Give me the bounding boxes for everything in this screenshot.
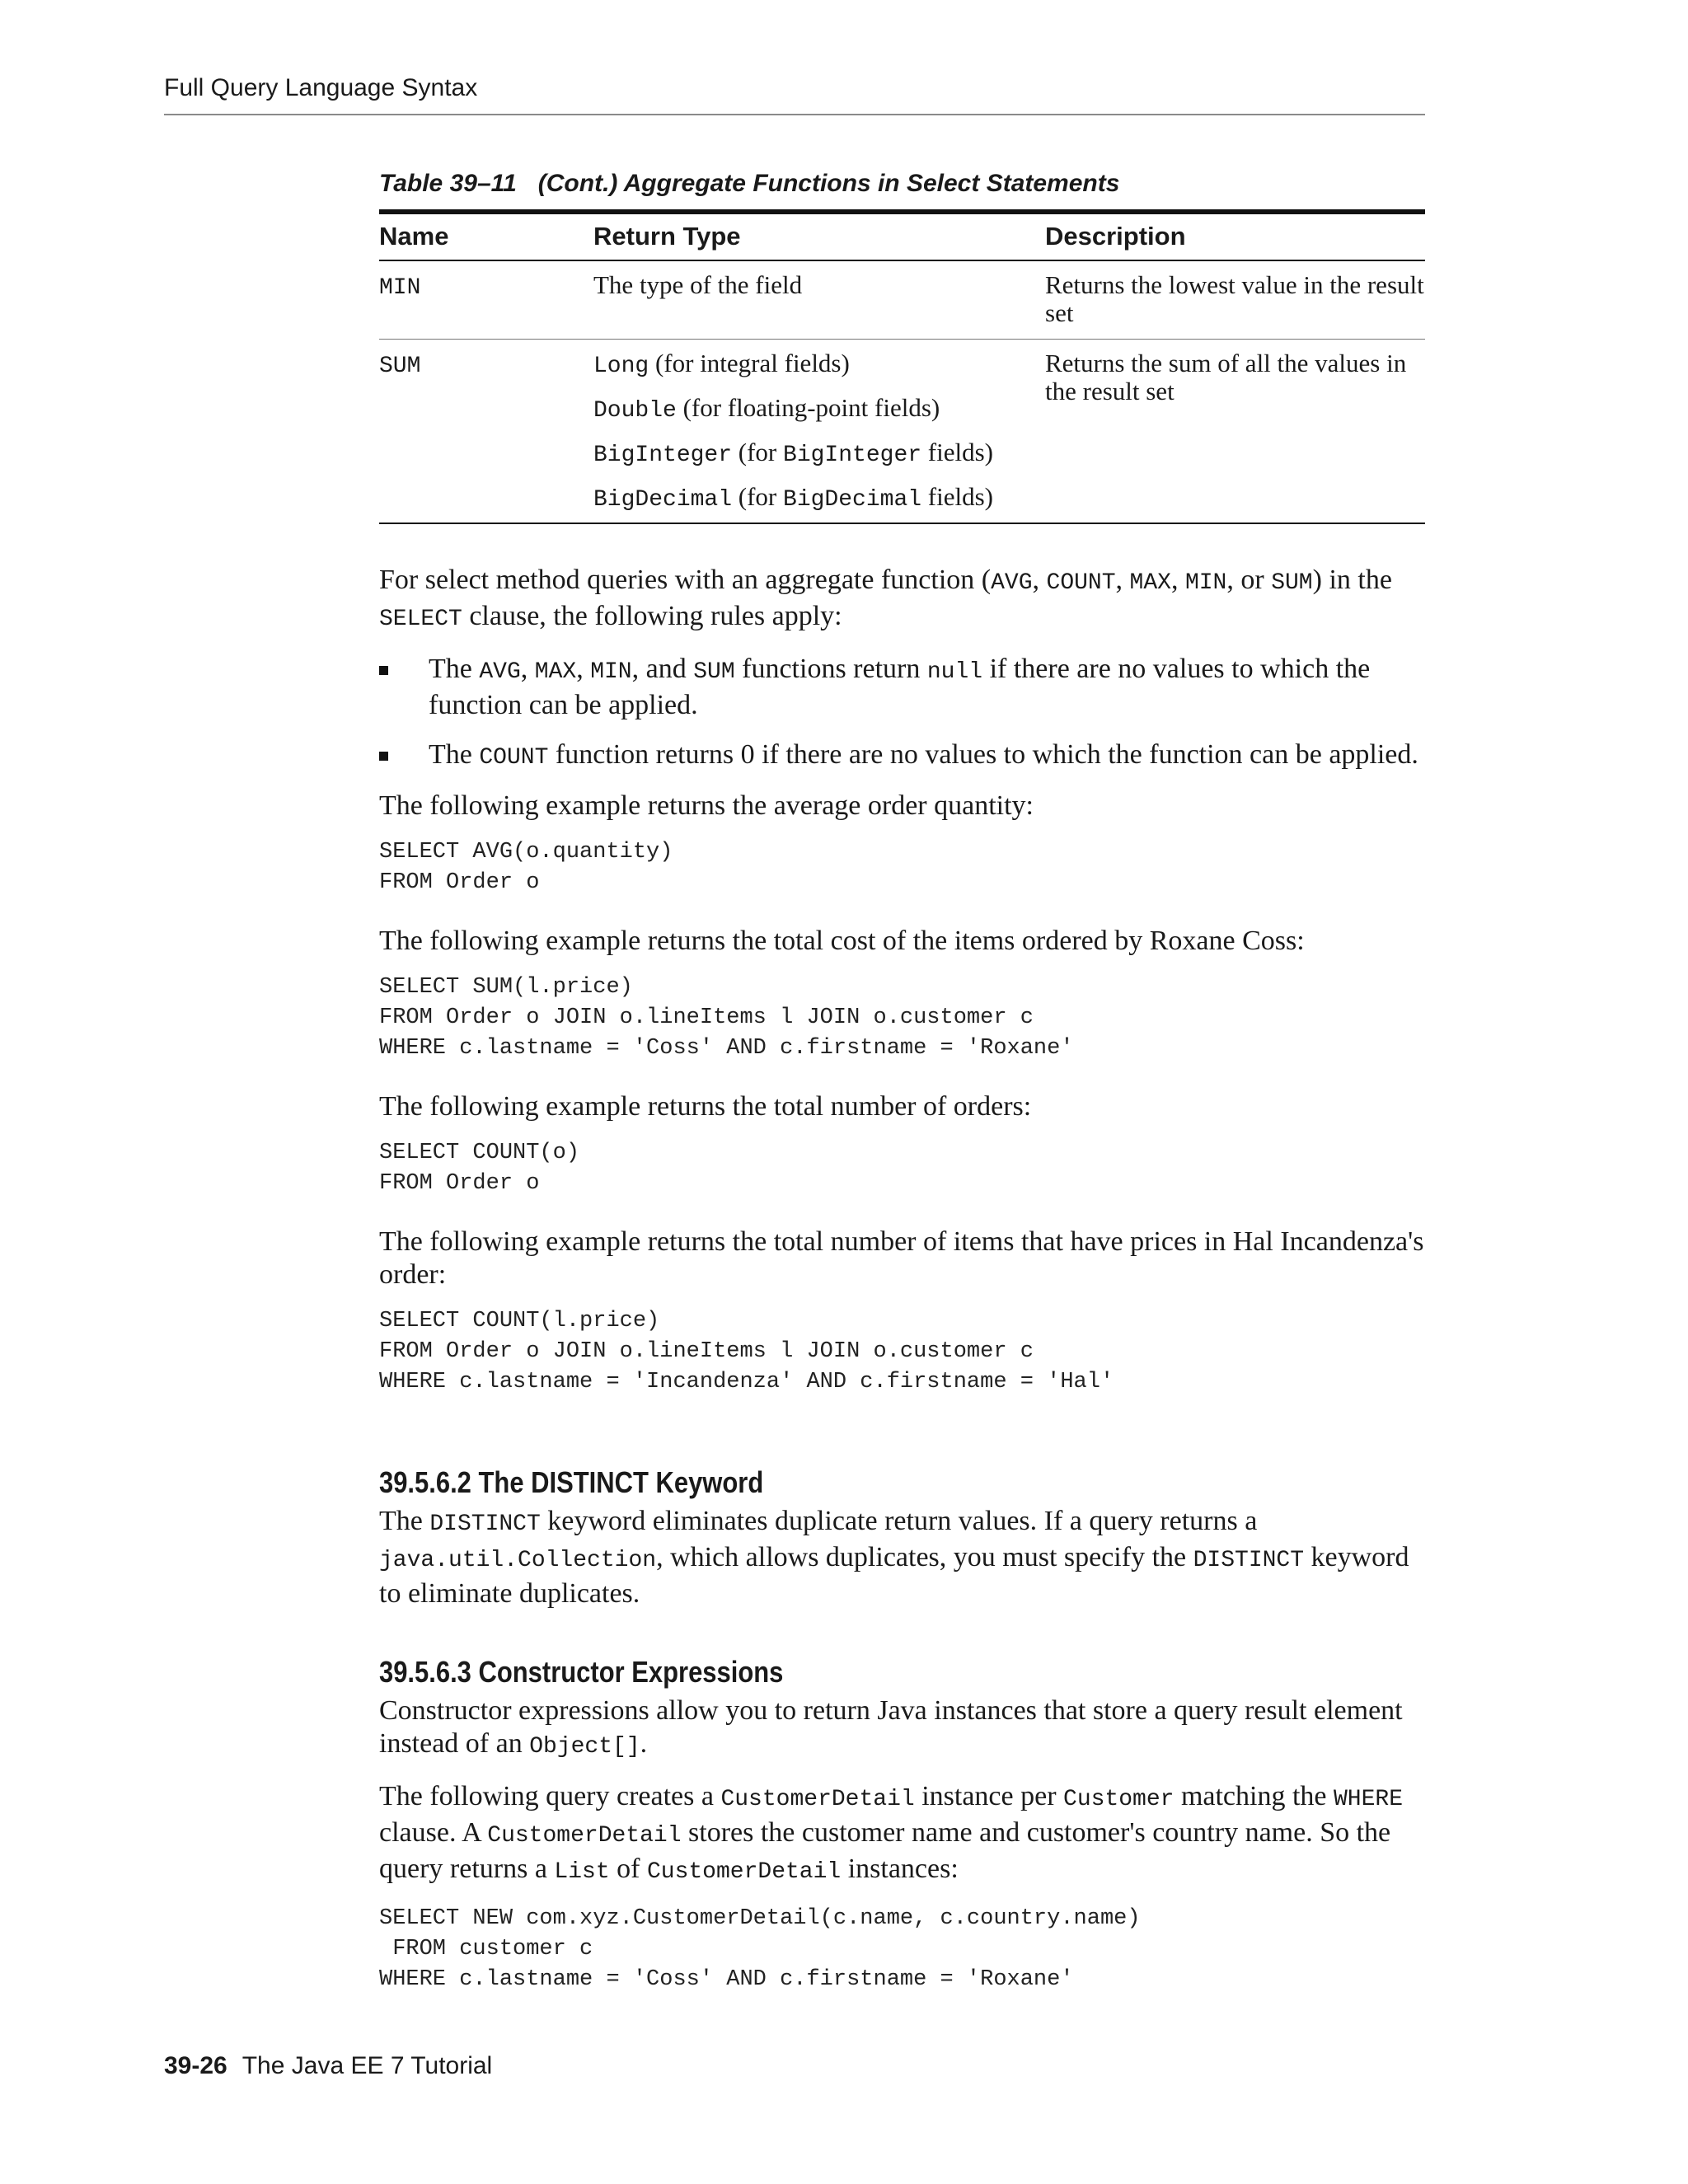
cell-description: Returns the lowest value in the result set [1045, 260, 1425, 340]
list-item: The AVG, MAX, MIN, and SUM functions return null if there are no values to which the function can be applied. [379, 653, 1425, 722]
list-item: The COUNT function returns 0 if there are no values to which the function can be applied. [379, 738, 1425, 775]
bullet-icon [379, 666, 388, 675]
cell-return-type: The type of the field [593, 260, 1045, 340]
intro-paragraph: For select method queries with an aggregate function (AVG, COUNT, MAX, MIN, or SUM) in the SELECT clause, the following rules apply: [379, 565, 1392, 632]
cell-name: SUM [379, 354, 421, 379]
page-number: 39-26 [164, 2052, 227, 2079]
column-header-description: Description [1045, 212, 1425, 260]
code-block: SELECT COUNT(o) FROM Order o [379, 1141, 580, 1196]
cell-name: MIN [379, 260, 593, 340]
return-type-line: BigDecimal (for BigDecimal fields) [593, 482, 993, 513]
return-type-line: Double (for floating-point fields) [593, 393, 940, 424]
table-header-row [379, 212, 1425, 260]
table-row [379, 260, 1425, 340]
aggregate-functions-table [379, 209, 1425, 524]
code-block: SELECT COUNT(l.price) FROM Order o JOIN o.lineItems l JOIN o.customer c WHERE c.lastname = 'Incandenza' AND c.firstname = 'Hal' [379, 1309, 1114, 1394]
rules-list [379, 653, 1425, 775]
example-intro: The following example returns the total number of items that have prices in Hal Incandenza's order: [379, 1226, 1424, 1290]
code-block: SELECT NEW com.xyz.CustomerDetail(c.name, c.country.name) FROM customer c WHERE c.lastname = 'Coss' AND c.firstname = 'Roxane' [379, 1906, 1141, 1992]
page-footer [164, 2052, 492, 2080]
book-title: The Java EE 7 Tutorial [241, 2052, 493, 2079]
distinct-paragraph: The DISTINCT keyword eliminates duplicate return values. If a query returns a java.util.Collection, which allows duplicates, you must specify the DISTINCT keyword to eliminate duplicates. [379, 1506, 1409, 1609]
table-title: (Cont.) Aggregate Functions in Select Statements [537, 170, 1120, 197]
constructor-query-paragraph: The following query creates a CustomerDetail instance per Customer matching the WHERE clause. A CustomerDetail stores the customer name and customer's country name. So the query returns a List of CustomerDetail instances: [379, 1781, 1404, 1885]
code-block: SELECT SUM(l.price) FROM Order o JOIN o.lineItems l JOIN o.customer c WHERE c.lastname = 'Coss' AND c.firstname = 'Roxane' [379, 975, 1074, 1061]
table-row [379, 340, 1425, 524]
code-block: SELECT AVG(o.quantity) FROM Order o [379, 840, 673, 895]
cell-description: Returns the sum of all the values in the result set [1045, 349, 1407, 405]
header-rule [164, 114, 1425, 115]
column-header-name: Name [379, 212, 593, 260]
return-type-line: Long (for integral fields) [593, 349, 850, 379]
return-type-line: BigInteger (for BigInteger fields) [593, 438, 993, 468]
example-intro: The following example returns the average order quantity: [379, 790, 1034, 821]
table-caption [379, 170, 1425, 198]
section-heading-constructor: 39.5.6.3 Constructor Expressions [379, 1655, 784, 1689]
example-intro: The following example returns the total number of orders: [379, 1091, 1032, 1122]
table-number: Table 39–11 [379, 170, 517, 197]
page-content [379, 170, 1425, 1995]
column-header-return-type: Return Type [593, 212, 1045, 260]
bullet-icon [379, 752, 388, 761]
section-heading-distinct: 39.5.6.2 The DISTINCT Keyword [379, 1465, 764, 1499]
cell-return-type [593, 340, 1045, 524]
example-intro: The following example returns the total cost of the items ordered by Roxane Coss: [379, 926, 1305, 956]
constructor-paragraph: Constructor expressions allow you to return Java instances that store a query result element instead of an Object[]. [379, 1695, 1403, 1760]
running-header: Full Query Language Syntax [164, 74, 478, 101]
